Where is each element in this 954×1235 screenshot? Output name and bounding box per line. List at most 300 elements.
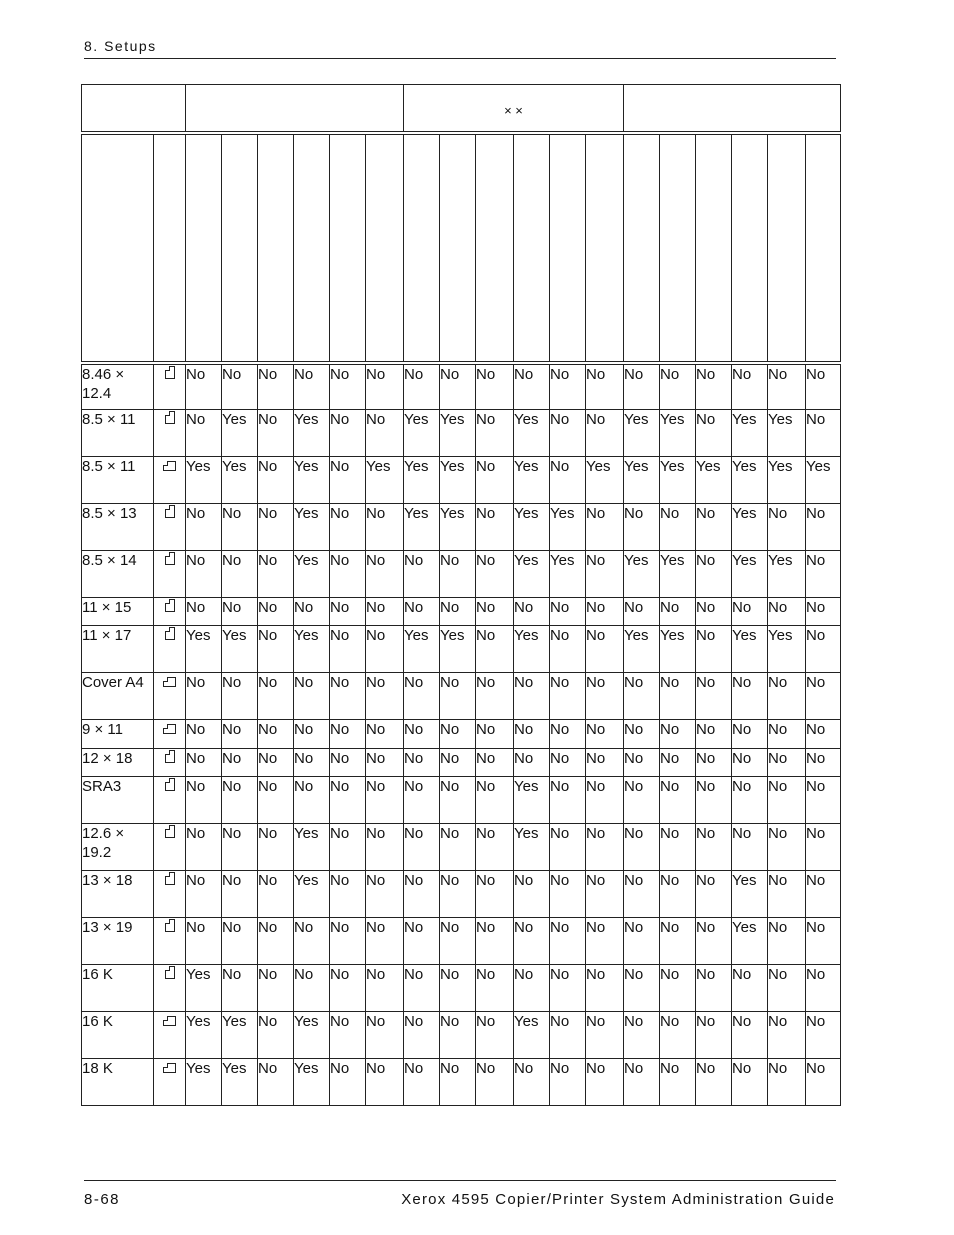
support-cell: No xyxy=(514,965,550,1012)
support-cell: Yes xyxy=(440,504,476,551)
column-header-row xyxy=(82,133,841,363)
paper-orientation-icon xyxy=(165,750,175,763)
support-cell: No xyxy=(258,457,294,504)
support-cell: No xyxy=(768,598,806,626)
support-cell: No xyxy=(696,871,732,918)
support-cell: No xyxy=(222,720,258,749)
support-cell: No xyxy=(624,871,660,918)
support-cell: No xyxy=(258,551,294,598)
support-cell: No xyxy=(586,410,624,457)
support-cell: Yes xyxy=(806,457,841,504)
support-cell: No xyxy=(696,1012,732,1059)
paper-size-cell: 11 × 17 xyxy=(82,626,154,673)
support-cell: No xyxy=(330,824,366,871)
table-row xyxy=(82,1012,841,1059)
support-cell: Yes xyxy=(186,626,222,673)
support-cell: Yes xyxy=(732,410,768,457)
support-cell: Yes xyxy=(696,457,732,504)
support-cell: No xyxy=(222,918,258,965)
paper-size-cell: 13 × 18 xyxy=(82,871,154,918)
table-row xyxy=(82,777,841,824)
support-cell: Yes xyxy=(660,410,696,457)
column-header xyxy=(660,133,696,363)
header-rule xyxy=(84,58,836,59)
support-cell: No xyxy=(440,871,476,918)
support-cell: No xyxy=(258,363,294,410)
support-cell: No xyxy=(624,504,660,551)
group-header-2: × × xyxy=(404,85,624,133)
support-cell: No xyxy=(732,1012,768,1059)
support-cell: No xyxy=(440,749,476,777)
orientation-cell xyxy=(154,1059,186,1106)
support-cell: No xyxy=(586,1059,624,1106)
support-cell: No xyxy=(550,457,586,504)
support-cell: No xyxy=(514,871,550,918)
support-cell: No xyxy=(440,965,476,1012)
support-cell: No xyxy=(330,871,366,918)
support-cell: Yes xyxy=(732,626,768,673)
support-cell: No xyxy=(222,363,258,410)
support-cell: No xyxy=(258,626,294,673)
support-cell: No xyxy=(550,410,586,457)
paper-size-cell: SRA3 xyxy=(82,777,154,824)
support-cell: No xyxy=(476,1012,514,1059)
table-row xyxy=(82,457,841,504)
support-cell: No xyxy=(404,673,440,720)
support-cell: Yes xyxy=(514,1012,550,1059)
support-cell: No xyxy=(624,965,660,1012)
paper-size-cell: 9 × 11 xyxy=(82,720,154,749)
support-cell: No xyxy=(806,598,841,626)
paper-size-cell: Cover A4 xyxy=(82,673,154,720)
table-row xyxy=(82,1059,841,1106)
support-cell: No xyxy=(586,749,624,777)
support-cell: No xyxy=(258,1012,294,1059)
support-cell: No xyxy=(806,551,841,598)
support-cell: No xyxy=(732,720,768,749)
support-cell: No xyxy=(476,965,514,1012)
support-cell: No xyxy=(330,1059,366,1106)
support-cell: No xyxy=(330,777,366,824)
support-cell: No xyxy=(660,749,696,777)
support-cell: Yes xyxy=(514,777,550,824)
support-cell: No xyxy=(330,504,366,551)
support-cell: No xyxy=(330,1012,366,1059)
support-cell: No xyxy=(732,824,768,871)
support-cell: No xyxy=(514,598,550,626)
support-cell: No xyxy=(624,824,660,871)
support-cell: No xyxy=(476,871,514,918)
support-cell: No xyxy=(186,598,222,626)
support-cell: No xyxy=(366,504,404,551)
support-cell: No xyxy=(366,749,404,777)
support-cell: Yes xyxy=(294,824,330,871)
support-cell: No xyxy=(222,824,258,871)
column-header xyxy=(294,133,330,363)
support-cell: No xyxy=(366,918,404,965)
column-header xyxy=(404,133,440,363)
support-cell: No xyxy=(476,598,514,626)
page-header: 8. Setups xyxy=(84,38,157,54)
column-header xyxy=(330,133,366,363)
support-cell: Yes xyxy=(440,626,476,673)
support-cell: Yes xyxy=(294,1012,330,1059)
support-cell: No xyxy=(404,363,440,410)
paper-size-cell: 12.6 × 19.2 xyxy=(82,824,154,871)
support-cell: No xyxy=(586,871,624,918)
orientation-cell xyxy=(154,720,186,749)
paper-orientation-icon xyxy=(165,599,175,612)
support-cell: No xyxy=(806,1012,841,1059)
support-cell: No xyxy=(550,965,586,1012)
support-cell: No xyxy=(294,363,330,410)
support-cell: No xyxy=(806,824,841,871)
support-cell: Yes xyxy=(186,457,222,504)
support-cell: Yes xyxy=(514,410,550,457)
support-cell: No xyxy=(258,824,294,871)
support-cell: No xyxy=(550,871,586,918)
support-cell: No xyxy=(660,598,696,626)
orientation-cell xyxy=(154,918,186,965)
support-cell: No xyxy=(366,1059,404,1106)
support-cell: No xyxy=(660,965,696,1012)
table-row xyxy=(82,551,841,598)
column-header xyxy=(624,133,660,363)
support-cell: No xyxy=(768,720,806,749)
support-cell: No xyxy=(550,1059,586,1106)
support-cell: No xyxy=(586,1012,624,1059)
page-number: 8-68 xyxy=(84,1191,121,1208)
support-cell: No xyxy=(476,626,514,673)
support-cell: No xyxy=(258,777,294,824)
support-cell: No xyxy=(476,410,514,457)
support-cell: No xyxy=(550,777,586,824)
support-cell: No xyxy=(696,504,732,551)
support-cell: No xyxy=(476,824,514,871)
support-cell: No xyxy=(806,871,841,918)
table-row xyxy=(82,626,841,673)
support-cell: No xyxy=(696,918,732,965)
support-cell: No xyxy=(404,598,440,626)
support-cell: No xyxy=(186,824,222,871)
support-cell: Yes xyxy=(514,551,550,598)
support-cell: No xyxy=(366,363,404,410)
paper-orientation-icon xyxy=(163,461,176,471)
orientation-cell xyxy=(154,824,186,871)
table-row xyxy=(82,410,841,457)
support-cell: No xyxy=(404,777,440,824)
support-cell: No xyxy=(440,363,476,410)
group-header-row xyxy=(82,85,841,133)
support-cell: No xyxy=(476,749,514,777)
support-cell: No xyxy=(550,918,586,965)
support-cell: No xyxy=(366,626,404,673)
support-cell: No xyxy=(550,749,586,777)
column-header xyxy=(82,133,154,363)
paper-orientation-icon xyxy=(165,778,175,791)
support-cell: Yes xyxy=(660,551,696,598)
orientation-cell xyxy=(154,749,186,777)
support-cell: No xyxy=(586,598,624,626)
orientation-cell xyxy=(154,965,186,1012)
footer-rule xyxy=(84,1180,836,1181)
support-cell: No xyxy=(294,720,330,749)
support-cell: No xyxy=(768,1012,806,1059)
support-cell: Yes xyxy=(514,457,550,504)
support-cell: No xyxy=(806,504,841,551)
support-cell: No xyxy=(440,720,476,749)
paper-size-cell: 8.5 × 14 xyxy=(82,551,154,598)
support-cell: No xyxy=(514,673,550,720)
support-cell: No xyxy=(258,918,294,965)
paper-orientation-icon xyxy=(163,724,176,734)
support-cell: No xyxy=(768,363,806,410)
paper-size-cell: 8.5 × 11 xyxy=(82,410,154,457)
table-row xyxy=(82,749,841,777)
support-cell: No xyxy=(186,673,222,720)
support-cell: No xyxy=(186,871,222,918)
orientation-cell xyxy=(154,626,186,673)
support-cell: No xyxy=(330,410,366,457)
paper-orientation-icon xyxy=(165,919,175,932)
paper-size-cell: 8.46 × 12.4 xyxy=(82,363,154,410)
paper-size-cell: 16 K xyxy=(82,1012,154,1059)
support-cell: No xyxy=(768,824,806,871)
support-cell: No xyxy=(550,673,586,720)
support-cell: No xyxy=(586,363,624,410)
support-cell: No xyxy=(768,871,806,918)
group-header-1 xyxy=(186,85,404,133)
column-header xyxy=(476,133,514,363)
support-cell: No xyxy=(806,1059,841,1106)
support-cell: Yes xyxy=(404,504,440,551)
support-cell: No xyxy=(186,363,222,410)
column-header xyxy=(514,133,550,363)
table-row xyxy=(82,598,841,626)
support-cell: No xyxy=(330,363,366,410)
support-cell: Yes xyxy=(186,965,222,1012)
support-cell: Yes xyxy=(440,457,476,504)
support-cell: No xyxy=(696,1059,732,1106)
support-cell: No xyxy=(404,749,440,777)
column-header xyxy=(154,133,186,363)
support-cell: No xyxy=(696,626,732,673)
support-cell: No xyxy=(222,749,258,777)
support-cell: Yes xyxy=(732,918,768,965)
support-cell: No xyxy=(768,1059,806,1106)
support-cell: Yes xyxy=(624,551,660,598)
orientation-cell xyxy=(154,457,186,504)
support-cell: Yes xyxy=(366,457,404,504)
support-cell: No xyxy=(660,673,696,720)
paper-orientation-icon xyxy=(163,677,176,687)
paper-orientation-icon xyxy=(165,966,175,979)
support-cell: No xyxy=(404,965,440,1012)
support-cell: Yes xyxy=(294,1059,330,1106)
support-cell: No xyxy=(330,965,366,1012)
support-cell: Yes xyxy=(222,1059,258,1106)
support-cell: No xyxy=(294,965,330,1012)
support-cell: No xyxy=(660,824,696,871)
support-cell: No xyxy=(258,965,294,1012)
support-cell: No xyxy=(806,673,841,720)
support-cell: Yes xyxy=(294,410,330,457)
support-cell: No xyxy=(624,720,660,749)
support-cell: No xyxy=(624,777,660,824)
support-cell: No xyxy=(366,965,404,1012)
support-cell: No xyxy=(440,1012,476,1059)
support-cell: No xyxy=(514,363,550,410)
column-header xyxy=(186,133,222,363)
support-cell: No xyxy=(732,598,768,626)
support-cell: No xyxy=(660,1012,696,1059)
support-cell: No xyxy=(476,363,514,410)
column-header xyxy=(366,133,404,363)
support-cell: Yes xyxy=(768,410,806,457)
support-cell: Yes xyxy=(768,626,806,673)
support-cell: Yes xyxy=(294,504,330,551)
support-cell: No xyxy=(806,965,841,1012)
support-cell: No xyxy=(586,673,624,720)
support-cell: Yes xyxy=(732,504,768,551)
support-cell: No xyxy=(696,777,732,824)
support-cell: Yes xyxy=(624,626,660,673)
paper-size-cell: 12 × 18 xyxy=(82,749,154,777)
column-header xyxy=(586,133,624,363)
support-cell: No xyxy=(586,777,624,824)
support-cell: No xyxy=(624,1059,660,1106)
support-cell: Yes xyxy=(732,871,768,918)
support-cell: No xyxy=(294,673,330,720)
support-cell: No xyxy=(732,777,768,824)
support-cell: No xyxy=(330,626,366,673)
orientation-cell xyxy=(154,871,186,918)
table-row xyxy=(82,363,841,410)
support-cell: No xyxy=(586,720,624,749)
support-cell: No xyxy=(586,824,624,871)
support-cell: No xyxy=(186,410,222,457)
paper-orientation-icon xyxy=(165,872,175,885)
support-cell: No xyxy=(440,598,476,626)
support-cell: No xyxy=(660,871,696,918)
support-cell: No xyxy=(624,363,660,410)
support-cell: No xyxy=(514,749,550,777)
table-row xyxy=(82,824,841,871)
support-cell: No xyxy=(404,720,440,749)
table-row xyxy=(82,871,841,918)
support-cell: Yes xyxy=(294,551,330,598)
support-cell: No xyxy=(660,777,696,824)
support-cell: No xyxy=(330,918,366,965)
support-cell: No xyxy=(586,918,624,965)
support-cell: No xyxy=(806,720,841,749)
support-cell: Yes xyxy=(222,1012,258,1059)
support-cell: No xyxy=(514,918,550,965)
support-cell: No xyxy=(258,410,294,457)
support-cell: No xyxy=(624,673,660,720)
document-title: Xerox 4595 Copier/Printer System Administration Guide xyxy=(401,1191,835,1208)
support-cell: No xyxy=(550,598,586,626)
support-cell: Yes xyxy=(768,551,806,598)
support-cell: No xyxy=(222,673,258,720)
orientation-cell xyxy=(154,410,186,457)
support-cell: No xyxy=(186,504,222,551)
paper-size-compatibility-table xyxy=(81,84,841,1106)
paper-orientation-icon xyxy=(165,366,175,379)
support-cell: No xyxy=(366,720,404,749)
size-group-header xyxy=(82,85,186,133)
support-cell: No xyxy=(440,551,476,598)
support-cell: No xyxy=(476,551,514,598)
paper-orientation-icon xyxy=(165,505,175,518)
support-cell: No xyxy=(768,749,806,777)
support-cell: No xyxy=(258,598,294,626)
support-cell: Yes xyxy=(732,457,768,504)
support-cell: No xyxy=(624,598,660,626)
column-header xyxy=(768,133,806,363)
support-cell: No xyxy=(732,965,768,1012)
support-cell: No xyxy=(258,749,294,777)
orientation-cell xyxy=(154,598,186,626)
support-cell: No xyxy=(768,777,806,824)
support-cell: No xyxy=(258,720,294,749)
support-cell: No xyxy=(806,749,841,777)
support-cell: No xyxy=(768,673,806,720)
support-cell: Yes xyxy=(404,410,440,457)
support-cell: No xyxy=(550,626,586,673)
support-cell: Yes xyxy=(440,410,476,457)
table-row xyxy=(82,504,841,551)
support-cell: No xyxy=(476,673,514,720)
support-cell: No xyxy=(330,720,366,749)
support-cell: No xyxy=(550,1012,586,1059)
support-cell: No xyxy=(732,673,768,720)
support-cell: No xyxy=(366,1012,404,1059)
support-cell: Yes xyxy=(294,871,330,918)
support-cell: No xyxy=(404,551,440,598)
support-cell: No xyxy=(440,918,476,965)
support-cell: Yes xyxy=(514,504,550,551)
orientation-cell xyxy=(154,777,186,824)
support-cell: No xyxy=(806,410,841,457)
support-cell: No xyxy=(586,965,624,1012)
support-cell: Yes xyxy=(294,457,330,504)
support-cell: No xyxy=(696,551,732,598)
orientation-cell xyxy=(154,504,186,551)
table-row xyxy=(82,918,841,965)
support-cell: No xyxy=(696,965,732,1012)
support-cell: No xyxy=(660,504,696,551)
support-cell: No xyxy=(586,551,624,598)
support-cell: No xyxy=(806,777,841,824)
support-cell: Yes xyxy=(660,626,696,673)
support-cell: No xyxy=(476,1059,514,1106)
paper-orientation-icon xyxy=(163,1016,176,1026)
support-cell: No xyxy=(696,720,732,749)
support-cell: Yes xyxy=(624,457,660,504)
support-cell: Yes xyxy=(404,457,440,504)
support-cell: No xyxy=(330,673,366,720)
support-cell: No xyxy=(806,918,841,965)
support-cell: No xyxy=(806,626,841,673)
support-cell: No xyxy=(330,551,366,598)
support-cell: No xyxy=(186,777,222,824)
support-cell: No xyxy=(404,1059,440,1106)
support-cell: No xyxy=(514,720,550,749)
support-cell: No xyxy=(294,598,330,626)
support-cell: Yes xyxy=(514,824,550,871)
orientation-cell xyxy=(154,551,186,598)
